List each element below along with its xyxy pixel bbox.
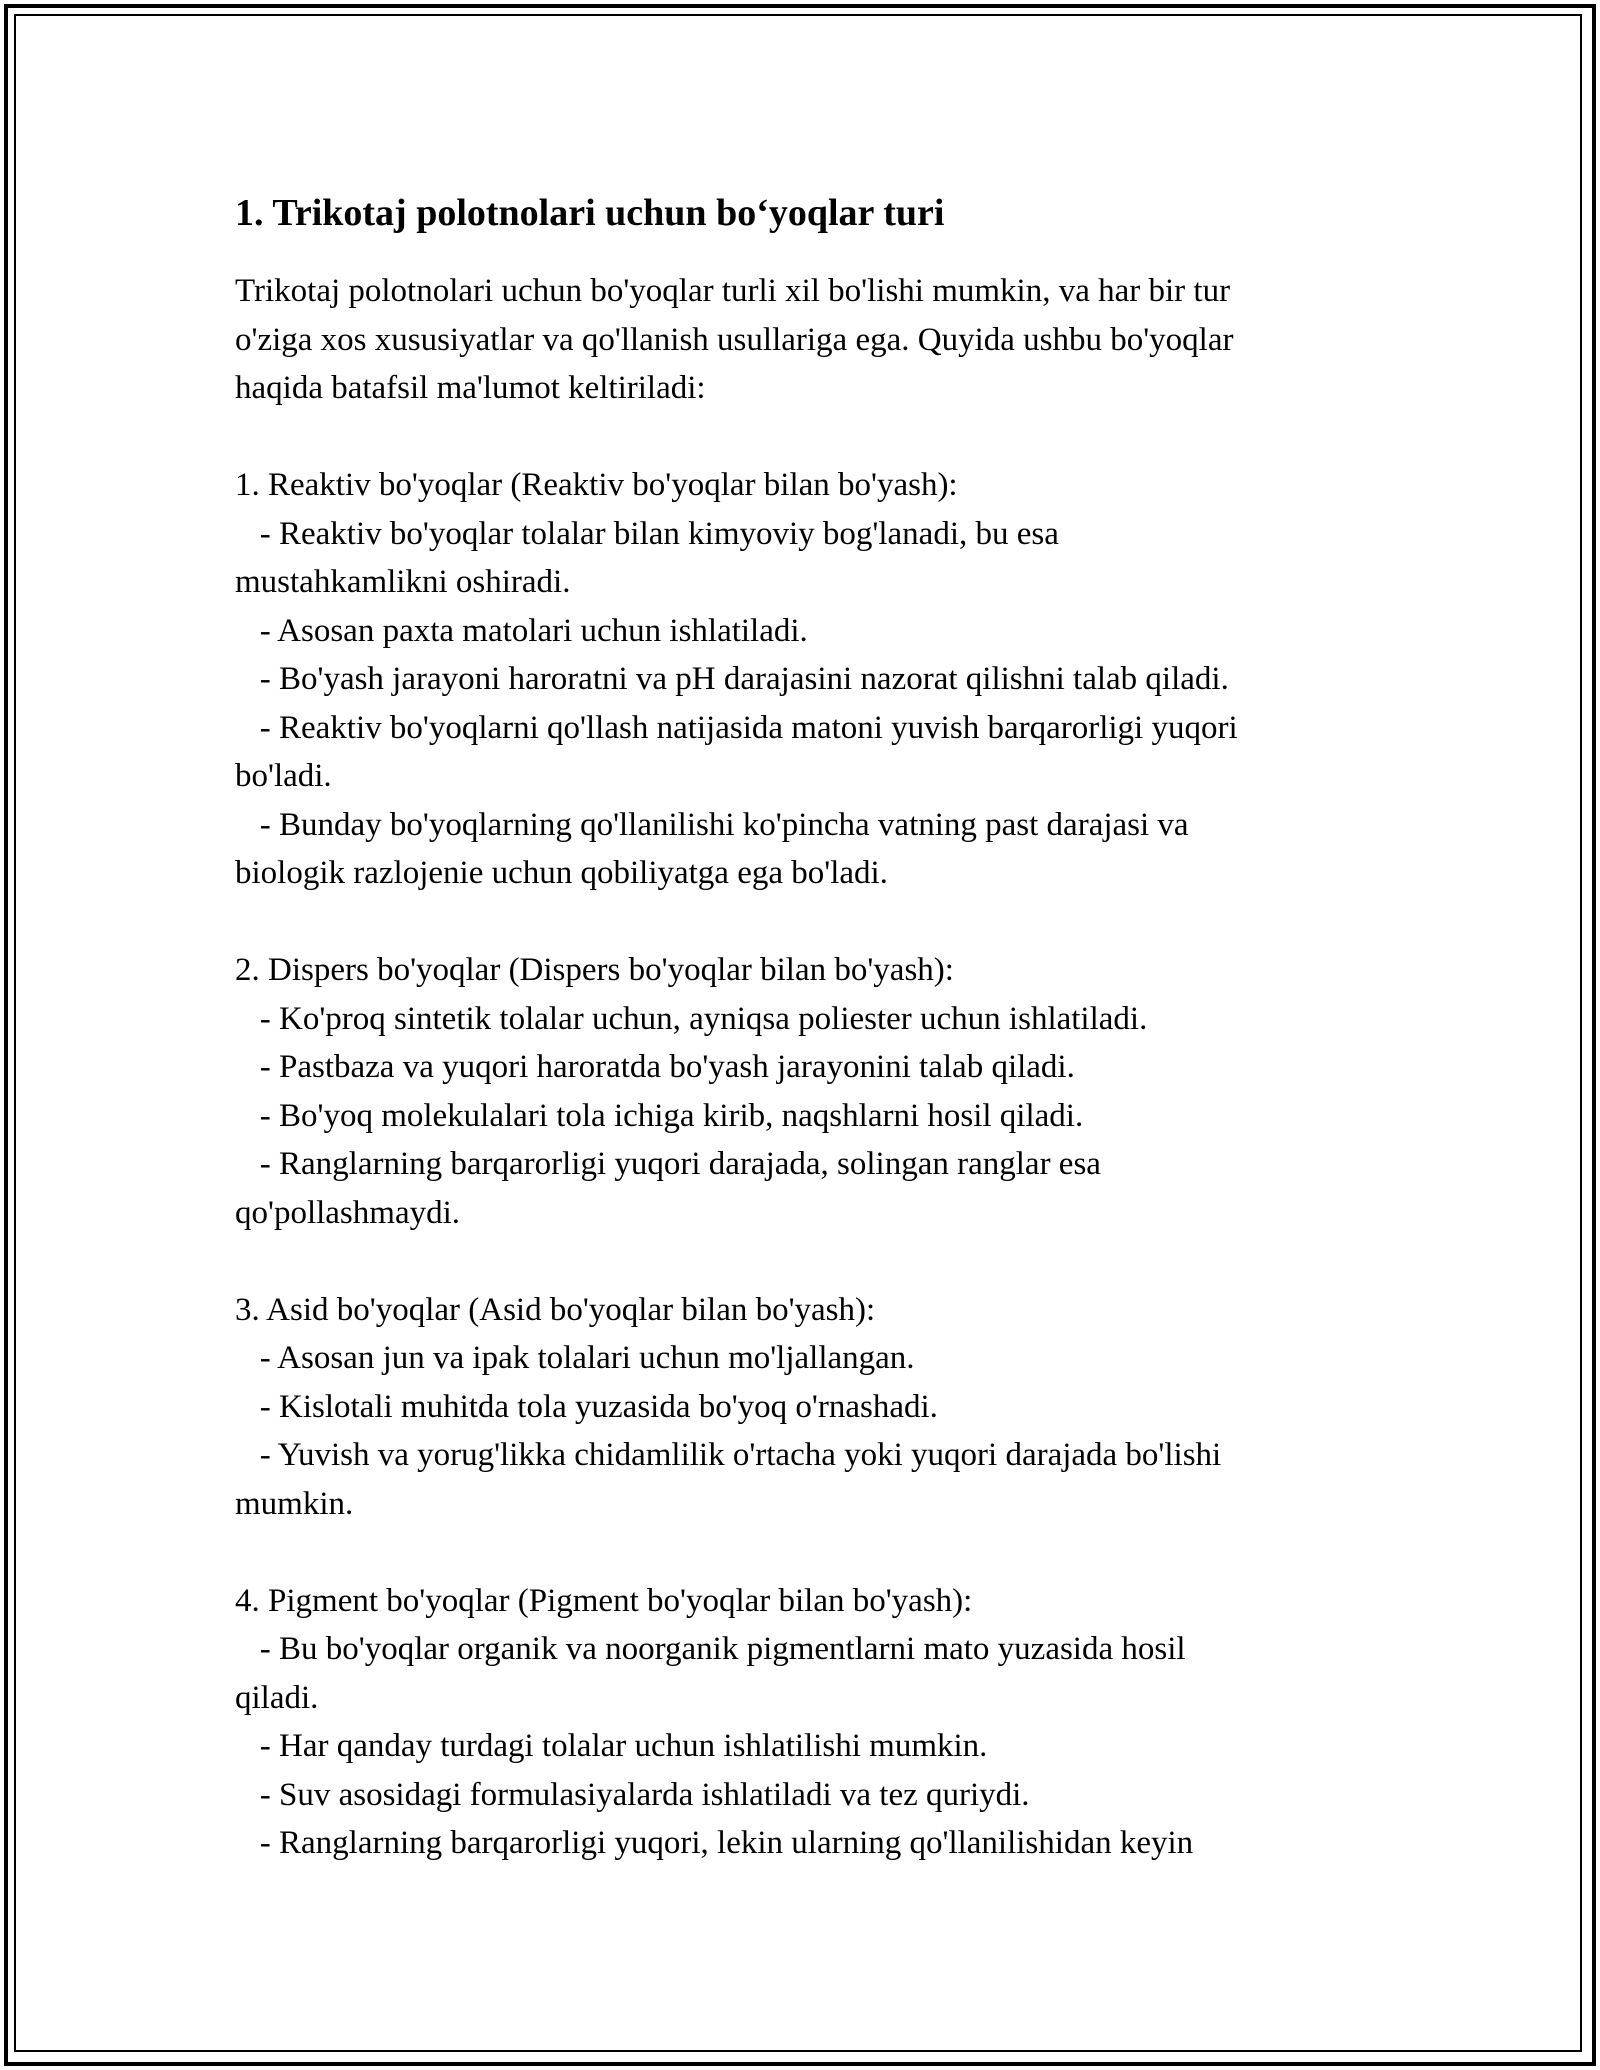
text-line: - Ranglarning barqarorligi yuqori darajada, solingan ranglar esa: [235, 1146, 1101, 1182]
text-line: - Yuvish va yorug'likka chidamlilik o'rtacha yoki yuqori darajada bo'lishi: [235, 1437, 1222, 1473]
text-line: [235, 898, 1375, 947]
text-line: [235, 413, 1375, 462]
text-line: mumkin.: [235, 1485, 354, 1522]
text-line: - Asosan paxta matolari uchun ishlatiladi.: [235, 612, 808, 649]
text-line: bo'ladi.: [235, 758, 332, 794]
text-line: - Kislotali muhitda tola yuzasida bo'yoq o'rnashadi.: [235, 1388, 938, 1425]
text-line: o'ziga xos xususiyatlar va qo'llanish usullariga ega. Quyida ushbu bo'yoqlar: [235, 321, 1234, 358]
text-line: 1. Reaktiv bo'yoqlar (Reaktiv bo'yoqlar bilan bo'yash):: [235, 467, 958, 503]
text-line: qiladi.: [235, 1679, 319, 1716]
text-line: qo'pollashmaydi.: [235, 1194, 461, 1231]
text-line: haqida batafsil ma'lumot keltiriladi:: [235, 370, 706, 406]
document-title: 1. Trikotaj polotnolari uchun bo‘yoqlar turi: [235, 192, 945, 234]
text-line: - Ko'proq sintetik tolalar uchun, ayniqsa poliester uchun ishlatiladi.: [235, 1000, 1148, 1037]
text-line: - Pastbaza va yuqori haroratda bo'yash jarayonini talab qiladi.: [235, 1049, 1075, 1085]
text-line: - Bunday bo'yoqlarning qo'llanilishi ko'pincha vatning past darajasi va: [235, 806, 1189, 843]
document-body: [235, 187, 1375, 1868]
text-line: - Bo'yoq molekulalari tola ichiga kirib, naqshlarni hosil qiladi.: [235, 1097, 1084, 1134]
text-line: - Bo'yash jarayoni haroratni va pH darajasini nazorat qilishni talab qiladi.: [235, 661, 1229, 697]
text-line: Trikotaj polotnolari uchun bo'yoqlar turli xil bo'lishi mumkin, va har bir tur: [235, 273, 1231, 309]
text-line: 2. Dispers bo'yoqlar (Dispers bo'yoqlar bilan bo'yash):: [235, 952, 954, 988]
text-line: mustahkamlikni oshiradi.: [235, 564, 571, 600]
text-line: [235, 1237, 1375, 1286]
text-line: - Reaktiv bo'yoqlarni qo'llash natijasida matoni yuvish barqarorligi yuqori: [235, 709, 1238, 746]
text-line: - Asosan jun va ipak tolalari uchun mo'ljallangan.: [235, 1340, 915, 1376]
text-line: 4. Pigment bo'yoqlar (Pigment bo'yoqlar bilan bo'yash):: [235, 1582, 973, 1619]
text-line: - Reaktiv bo'yoqlar tolalar bilan kimyoviy bog'lanadi, bu esa: [235, 515, 1059, 552]
text-line: biologik razlojenie uchun qobiliyatga ega bo'ladi.: [235, 855, 888, 891]
text-line: [235, 1528, 1375, 1577]
text-line: - Suv asosidagi formulasiyalarda ishlatiladi va tez quriydi.: [235, 1776, 1030, 1813]
text-line: - Bu bo'yoqlar organik va noorganik pigmentlarni mato yuzasida hosil: [235, 1631, 1186, 1667]
text-line: 3. Asid bo'yoqlar (Asid bo'yoqlar bilan bo'yash):: [235, 1291, 876, 1328]
text-line: - Ranglarning barqarorligi yuqori, lekin ularning qo'llanilishidan keyin: [235, 1825, 1194, 1861]
text-line: - Har qanday turdagi tolalar uchun ishlatilishi mumkin.: [235, 1728, 988, 1764]
document-lines: [235, 267, 1375, 1868]
